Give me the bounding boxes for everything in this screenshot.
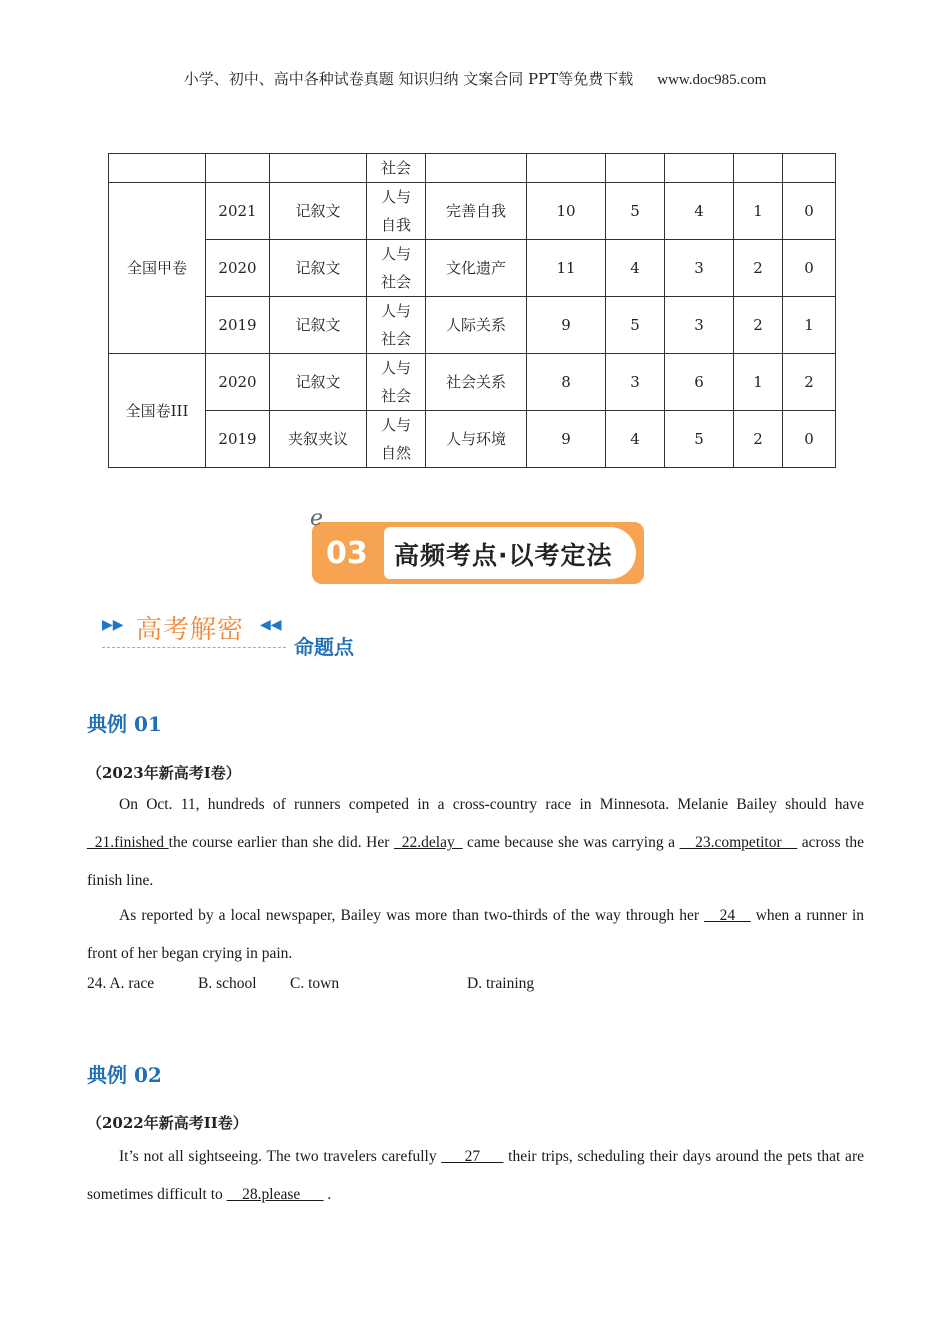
count-cell: 1 — [734, 354, 783, 411]
table-row — [109, 154, 836, 183]
subtheme-cell: 人与环境 — [426, 411, 527, 468]
genre-cell: 记叙文 — [270, 354, 367, 411]
text-run: It’s not all sightseeing. The two travelers carefully — [119, 1148, 442, 1165]
example-2-source: （2022年新高考II卷） — [87, 1114, 248, 1132]
subtheme-cell: 人际关系 — [426, 297, 527, 354]
count-cell: 5 — [606, 297, 665, 354]
subtheme-cell: 完善自我 — [426, 183, 527, 240]
table-cell — [665, 154, 734, 183]
secret-heading — [100, 607, 380, 661]
swirl-icon: ℯ — [310, 506, 324, 531]
table-cell — [606, 154, 665, 183]
text-run: their trips, scheduling their days around the pets that are sometimes difficult to — [87, 1148, 864, 1203]
count-cell: 2 — [734, 411, 783, 468]
year-cell: 2020 — [206, 240, 270, 297]
theme-cell: 人与 社会 — [367, 297, 426, 354]
subtheme-cell: 社会关系 — [426, 354, 527, 411]
table-row — [109, 354, 836, 411]
table-cell: 社会 — [367, 154, 426, 183]
table-cell — [109, 154, 206, 183]
table-cell — [783, 154, 836, 183]
blank-23: __23.competitor__ — [679, 834, 798, 851]
header-text: 小学、初中、高中各种试卷真题 知识归纳 文案合同 PPT等免费下载 — [183, 70, 634, 88]
banner-number: 03 — [326, 536, 368, 571]
count-cell: 4 — [606, 240, 665, 297]
province-cell: 全国卷III — [109, 354, 206, 468]
page-header — [0, 68, 950, 89]
count-cell: 0 — [783, 183, 836, 240]
year-cell: 2020 — [206, 354, 270, 411]
double-arrow-left-icon: ◀◀ — [260, 617, 282, 633]
count-cell: 5 — [665, 411, 734, 468]
count-cell: 11 — [527, 240, 606, 297]
dashed-divider — [102, 647, 286, 648]
header-site-link[interactable]: www.doc985.com — [657, 72, 767, 88]
genre-cell: 记叙文 — [270, 297, 367, 354]
count-cell: 2 — [734, 240, 783, 297]
option-d: D. training — [467, 975, 535, 992]
count-cell: 6 — [665, 354, 734, 411]
count-cell: 4 — [665, 183, 734, 240]
text-run: As reported by a local newspaper, Bailey was more than two-thirds of the way through her — [119, 907, 705, 924]
blank-28: __28.please___ — [226, 1186, 324, 1203]
example-1-title: 典例 01 — [87, 712, 162, 736]
count-cell: 9 — [527, 297, 606, 354]
count-cell: 0 — [783, 240, 836, 297]
count-cell: 0 — [783, 411, 836, 468]
table-cell — [734, 154, 783, 183]
count-cell: 2 — [783, 354, 836, 411]
blank-24: __24__ — [704, 907, 751, 924]
table-cell — [426, 154, 527, 183]
text-run: across the finish line. — [87, 834, 865, 889]
count-cell: 3 — [665, 240, 734, 297]
stats-table — [108, 153, 836, 468]
theme-cell: 人与 自然 — [367, 411, 426, 468]
count-cell: 2 — [734, 297, 783, 354]
example-1-paragraph-2 — [87, 897, 864, 973]
table-row — [109, 297, 836, 354]
blank-21: _21.finished — [87, 834, 169, 851]
option-c: C. town — [290, 975, 340, 992]
count-cell: 3 — [606, 354, 665, 411]
count-cell: 1 — [783, 297, 836, 354]
text-run: when a runner in front of her began crying in pain. — [87, 907, 864, 962]
count-cell: 8 — [527, 354, 606, 411]
table-cell — [527, 154, 606, 183]
subtheme-cell: 文化遗产 — [426, 240, 527, 297]
table-row — [109, 411, 836, 468]
blank-22: _22.delay_ — [394, 834, 463, 851]
theme-cell: 人与 自我 — [367, 183, 426, 240]
example-2-paragraph-1 — [87, 1138, 864, 1214]
example-1-source: （2023年新高考I卷） — [87, 764, 241, 782]
option-a: 24. A. race — [87, 975, 155, 992]
double-arrow-right-icon: ▶▶ — [102, 617, 124, 633]
text-run: . — [323, 1186, 332, 1203]
option-b: B. school — [198, 975, 257, 992]
example-2-title: 典例 02 — [87, 1063, 162, 1087]
table-cell — [270, 154, 367, 183]
count-cell: 5 — [606, 183, 665, 240]
genre-cell: 记叙文 — [270, 240, 367, 297]
year-cell: 2019 — [206, 297, 270, 354]
count-cell: 1 — [734, 183, 783, 240]
blank-27: ___27___ — [441, 1148, 504, 1165]
table-row — [109, 240, 836, 297]
text-run: the course earlier than she did. Her — [168, 834, 395, 851]
theme-cell: 人与 社会 — [367, 240, 426, 297]
year-cell: 2019 — [206, 411, 270, 468]
table-row — [109, 183, 836, 240]
count-cell: 9 — [527, 411, 606, 468]
count-cell: 10 — [527, 183, 606, 240]
year-cell: 2021 — [206, 183, 270, 240]
text-run: came because she was carrying a — [462, 834, 680, 851]
secret-sub: 命题点 — [294, 635, 354, 659]
genre-cell: 记叙文 — [270, 183, 367, 240]
section-banner — [310, 506, 644, 584]
theme-cell: 人与 社会 — [367, 354, 426, 411]
table-cell — [206, 154, 270, 183]
count-cell: 3 — [665, 297, 734, 354]
secret-label: 高考解密 — [136, 615, 245, 645]
province-cell: 全国甲卷 — [109, 183, 206, 354]
count-cell: 4 — [606, 411, 665, 468]
genre-cell: 夹叙夹议 — [270, 411, 367, 468]
banner-title: 高频考点·以考定法 — [394, 541, 613, 570]
text-run: On Oct. 11, hundreds of runners competed in a cross-country race in Minnesota. Melanie Bailey should have — [119, 796, 864, 813]
example-1-paragraph-1 — [87, 786, 864, 900]
